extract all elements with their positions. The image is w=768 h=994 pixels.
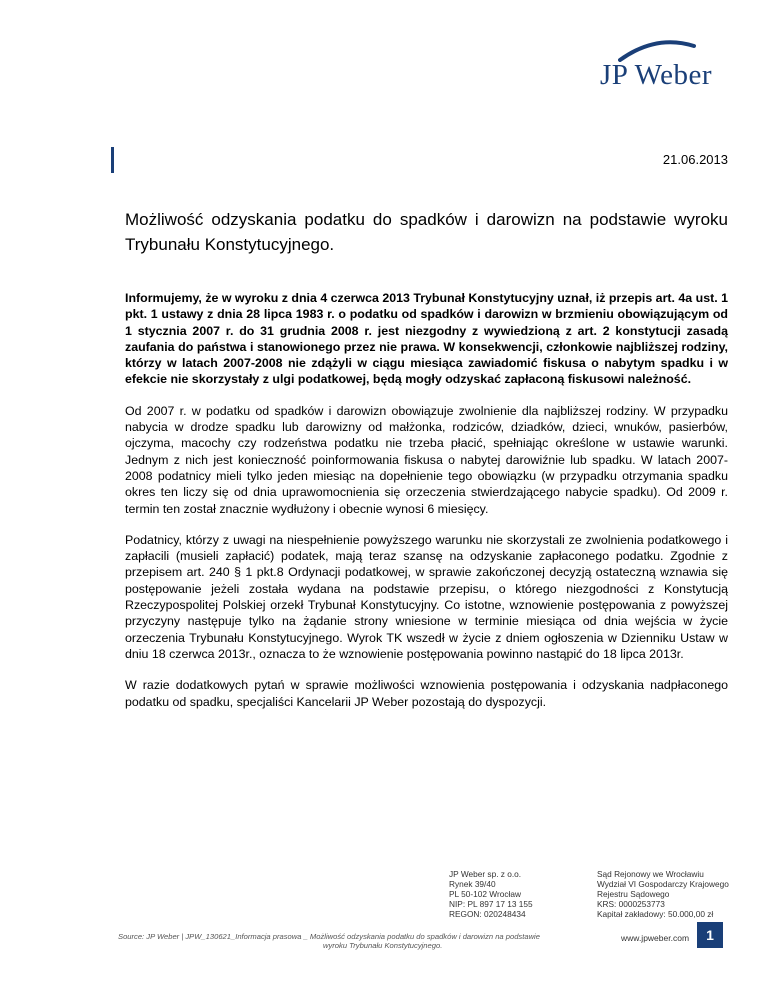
address-line: REGON: 020248434: [449, 909, 526, 919]
page-number: 1: [697, 922, 723, 948]
closing-paragraph: W razie dodatkowych pytań w sprawie możliwości wznowienia postępowania i odzyskania nadpłaconego podatku od spadku, specjaliści Kancelarii JP Weber pozostają do dyspozycji.: [125, 678, 728, 709]
body-paragraph: Od 2007 r. w podatku od spadków i darowizn obowiązuje zwolnienie dla najbliższej rodziny. W przypadku nabycia w drodze spadku lub darowizny od małżonka, rodziców, dziadków, dzieci, wnuków, pasierbów, ojczyma, macochy czy rodzeństwa podatku nie trzeba płacić, spełniając określone w ustawie warunki. Jednym z nich jest konieczność poinformowania fiskusa o nabytej darowiźnie lub spadku. W latach 2007-2008 podatnicy mieli tylko jeden miesiąc na dopełnienie tego obowiązku (w przypadku otrzymania spadku okres ten liczy się od dnia uprawomocnienia się orzeczenia stwierdzającego nabycie spadku). Od 2009 r. termin ten został znacznie wydłużony i obecnie wynosi 6 miesięcy.: [125, 403, 728, 516]
court-line: Sąd Rejonowy we Wrocławiu: [597, 869, 704, 879]
document-date: 21.06.2013: [662, 152, 728, 167]
court-line: Rejestru Sądowego: [597, 889, 670, 899]
court-line: Kapitał zakładowy: 50.000,00 zł: [597, 909, 714, 919]
court-line: KRS: 0000253773: [597, 899, 665, 909]
address-line: PL 50-102 Wrocław: [449, 889, 521, 899]
source-line: wyroku Trybunału Konstytucyjnego.: [323, 941, 443, 950]
address-line: NIP: PL 897 17 13 155: [449, 899, 533, 909]
body-paragraph: Podatnicy, którzy z uwagi na niespełnienie powyższego warunku nie skorzystali ze zwolnienia podatkowego i zapłacili (musieli zapłacić) podatek, mają teraz szansę na odzyskanie zapłaconego podatku. Zgodnie z przepisem art. 240 § 1 pkt.8 Ordynacji podatkowej, w sprawie zakończonej decyzją ostateczną wznawia się postępowanie jeżeli została wydana na podstawie przepisu, o którego niezgodności z Konstytucją Rzeczypospolitej Polskiej orzekł Trybunał Konstytucyjny. Co istotne, wznowienie postępowania z powyższej przyczyny następuje tylko na żądanie strony wniesione w terminie miesiąca od dnia wejścia w życie orzeczenia Trybunału Konstytucyjnego. Wyrok TK wszedł w życie z dniem ogłoszenia w Dzienniku Ustaw w dniu 18 czerwca 2013r., oznacza to że wznowienie postępowania powinno nastąpić do 18 lipca 2013r.: [125, 532, 728, 661]
court-line: Wydział VI Gospodarczy Krajowego: [597, 879, 729, 889]
lead-paragraph: Informujemy, że w wyroku z dnia 4 czerwca 2013 Trybunał Konstytucyjny uznał, iż przepis art. 4a ust. 1 pkt. 1 ustawy z dnia 28 lipca 1983 r. o podatku od spadków i darowizn w brzmieniu obowiązującym od 1 stycznia 2007 r. do 31 grudnia 2008 r. jest niezgodny z wywiedzioną z art. 2 konstytucji zasadą zaufania do państwa i stanowionego przez nie prawa. W konsekwencji, członkowie najbliższej rodziny, którzy w latach 2007-2008 nie zdążyli w ciągu miesiąca zawiadomić fiskusa o nabytym spadku i w efekcie nie skorzystały z ulgi podatkowej, będą mogły odzyskać zapłaconą fiskusowi należność.: [125, 291, 728, 387]
website-link[interactable]: www.jpweber.com: [621, 933, 690, 943]
document-title: Możliwość odzyskania podatku do spadków i darowizn na podstawie wyroku Trybunału Konstytucyjnego.: [125, 210, 728, 254]
court-registration: [597, 869, 737, 919]
header-divider: [111, 147, 114, 173]
company-address: [449, 869, 579, 919]
jp-weber-logo: [600, 40, 730, 95]
brand-name: JP Weber: [600, 59, 713, 91]
address-line: Rynek 39/40: [449, 879, 496, 889]
source-line: Source: JP Weber | JPW_130621_Informacja prasowa _ Możliwość odzyskania podatku do spadków i darowizn na podstawie: [118, 932, 540, 941]
address-line: JP Weber sp. z o.o.: [449, 869, 522, 879]
source-note: [118, 932, 588, 950]
document-body: [125, 290, 728, 725]
